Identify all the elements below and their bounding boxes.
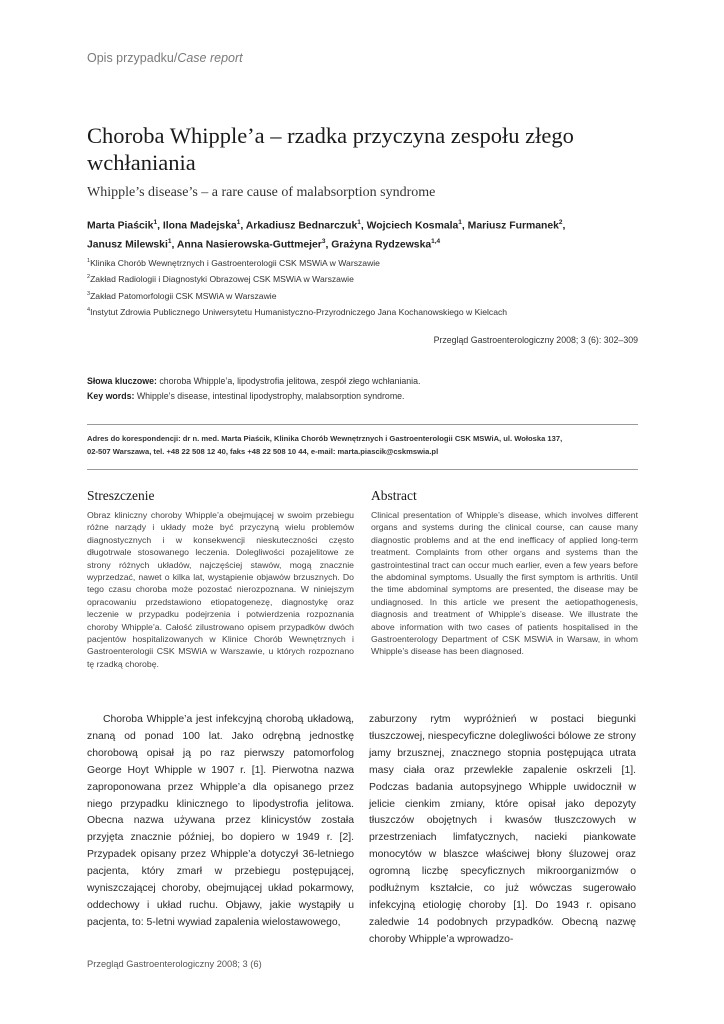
- author-name: Wojciech Kosmala: [366, 220, 459, 232]
- abstract-en: [371, 488, 638, 658]
- body-column-left: Choroba Whipple’a jest infekcyjną chorobą układową, znaną od ponad 100 lat. Jako odrębną jednostkę chorobową opisał ją po raz pierwszy patomorfolog George Hoyt Whipple w 1907 r. [1]. Pierwotna nazwa zaproponowana przez Whipple’a dla opisanego przez niego przypadku klinicznego to lipodystrofia jelitowa. Obecna nazwa używana przez klinicystów została przyjęta znacznie później, bo dopiero w 1949 r. [2]. Przypadek opisany przez Whipple’a dotyczył 36-letniego pacjenta, który zmarł w przebiegu postępującej, wyniszczającej choroby, obejmującej układ pokarmowy, oddechowy i układ ruchu. Objawy, jakie wystąpiły u pacjenta, to: 5-letni wywiad zapalenia wielostawowego,: [87, 714, 354, 928]
- affiliation-number: 4: [87, 307, 91, 314]
- author-separator: ,: [240, 220, 246, 232]
- author-name: Janusz Milewski: [87, 239, 168, 251]
- affiliations: [87, 254, 647, 320]
- authors: [87, 215, 647, 254]
- affiliation-number: 2: [87, 274, 91, 281]
- author-separator: ,: [325, 239, 332, 251]
- abstract-pl-heading: Streszczenie: [87, 488, 155, 503]
- author-separator: ,: [171, 239, 177, 251]
- affiliation-text: Instytut Zdrowia Publicznego Uniwersytetu Humanistyczno-Przyrodniczego Jana Kochanowskiego w Kielcach: [90, 307, 508, 318]
- author-affiliation-mark: 1,4: [431, 238, 441, 246]
- author-name: Anna Nasierowska-Guttmejer: [176, 239, 322, 251]
- divider-bottom: [87, 469, 638, 470]
- author-affiliation-mark: 3: [321, 238, 326, 246]
- keywords-en: Key words: Whipple’s disease, intestinal lipodystrophy, malabsorption syndrome.: [87, 391, 405, 401]
- author-name: Marta Piaścik: [87, 220, 154, 232]
- divider-top: [87, 424, 638, 425]
- authors-line-2: [87, 234, 647, 253]
- author-name: Grażyna Rydzewska: [331, 239, 432, 251]
- author-affiliation-mark: 1: [153, 219, 158, 226]
- keywords-pl: Słowa kluczowe: choroba Whipple’a, lipodystrofia jelitowa, zespół złego wchłaniania.: [87, 376, 421, 386]
- affiliation-text: Klinika Chorób Wewnętrznych i Gastroenterologii CSK MSWiA w Warszawie: [90, 257, 380, 268]
- affiliation-item: [87, 303, 647, 319]
- keywords: [87, 374, 647, 404]
- abstract-pl: [87, 488, 354, 670]
- page-footer: Przegląd Gastroenterologiczny 2008; 3 (6): [87, 959, 262, 969]
- affiliation-item: [87, 254, 647, 270]
- affiliation-number: 3: [87, 290, 91, 297]
- affiliation-text: Zakład Radiologii i Diagnostyki Obrazowej CSK MSWiA w Warszawie: [90, 274, 354, 285]
- correspondence: Adres do korespondencji: dr n. med. Marta Piaścik, Klinika Chorób Wewnętrznych i Gastroenterologii CSK MSWiA, ul. Wołoska 137, 02-507 Warszawa, tel. +48 22 508 12 40, faks +48 22 508 10 44, e-mail: marta.piascik@cskmswia.pl: [87, 434, 563, 456]
- author-separator: ,: [360, 220, 367, 232]
- author-affiliation-mark: 1: [167, 238, 172, 246]
- journal-citation: Przegląd Gastroenterologiczny 2008; 3 (6): 302–309: [433, 335, 638, 345]
- affiliation-item: [87, 287, 647, 303]
- author-affiliation-mark: 1: [458, 219, 462, 226]
- authors-line-1: [87, 215, 647, 234]
- author-name: Ilona Madejska: [162, 220, 237, 232]
- author-separator: ,: [157, 220, 163, 232]
- affiliation-text: Zakład Patomorfologii CSK MSWiA w Warszawie: [90, 290, 277, 301]
- affiliation-item: [87, 270, 647, 286]
- author-affiliation-mark: 1: [357, 219, 361, 226]
- article-subtitle: Whipple’s disease’s – a rare cause of malabsorption syndrome: [87, 185, 436, 200]
- affiliation-number: 1: [87, 258, 91, 264]
- author-name: Arkadiusz Bednarczuk: [245, 220, 358, 232]
- author-separator: ,: [461, 220, 468, 232]
- author-affiliation-mark: 2: [558, 219, 563, 226]
- author-affiliation-mark: 1: [236, 219, 241, 226]
- abstract-en-text: Clinical presentation of Whipple’s disease, which involves different organs and systems during the clinical course, can cause many diagnostic problems and at the end inefficacy of applied long-term treatment. Complaints from other organs and systems than the gastrointestinal tract can occur much earlier, even a few years before the abdominal symptoms. Usually the first symptom is arthritis. Until the time abdominal symptoms are presented, the disease may be undiagnosed. In this article we present the aetiopathogenesis, diagnosis and treatment of Whipple’s disease. We illustrate the above information with two cases of patients hospitalised in the Gastroenterology Department of CSK MSWiA in Warsaw, in whom Whipple’s disease has been diagnosed.: [371, 510, 638, 657]
- author-name: Mariusz Furmanek: [467, 220, 559, 232]
- section-label: Opis przypadku/Case report: [87, 51, 243, 65]
- abstract-en-heading: Abstract: [371, 488, 417, 503]
- author-separator: ,: [562, 220, 566, 232]
- abstract-pl-text: Obraz kliniczny choroby Whipple’a obejmującej w swoim przebiegu różne narządy i układy może być przyczyną wielu problemów diagnostycznych i w konsekwencji nieskuteczności często długotrwale stosowanego leczenia. Dolegliwości pozajelitowe ze strony różnych układów, najczęściej stawów, mogą znacznie wyprzedzać, nawet o kilka lat, wystąpienie objawów brzusznych. Do tego czasu choroba może pozostać nierozpoznana. W niniejszym opracowaniu przedstawiono etiopatogenezę, diagnostykę oraz leczenie w przypadku podejrzenia i potwierdzenia rozpoznania choroby Whipple’a. Całość zilustrowano opisem przypadków dwóch pacjentów hospitalizowanych w Klinice Chorób Wewnętrznych i Gastroenterologii CSK MSWiA w Warszawie, u których rozpoznano tę rzadką chorobę.: [87, 510, 354, 669]
- body-column-right: zaburzony rytm wypróżnień w postaci biegunki tłuszczowej, niespecyficzne dolegliwości bólowe ze strony jamy brzusznej, znacznego stopnia postępująca utrata masy ciała oraz przewlekłe zapalenie oskrzeli [1]. Podczas badania autopsyjnego Whipple uwidocznił w jelicie cienkim zmiany, które opisał jako depozyty tłuszczów obojętnych i kwasów tłuszczowych w przestrzeniach limfatycznych, nacieki piankowate monocytów w blaszce właściwej błony śluzowej oraz ogromną liczbę specyficznych mikroorganizmów o podłużnym kształcie, co już wówczas sugerowało infekcyjną etiologię choroby [1]. Do 1943 r. opisano zaledwie 14 podobnych przypadków. Obecną nazwę choroby Whipple’a wprowadzo-: [369, 714, 636, 945]
- article-title: Choroba Whipple’a – rzadka przyczyna zespołu złego wchłaniania: [87, 123, 574, 175]
